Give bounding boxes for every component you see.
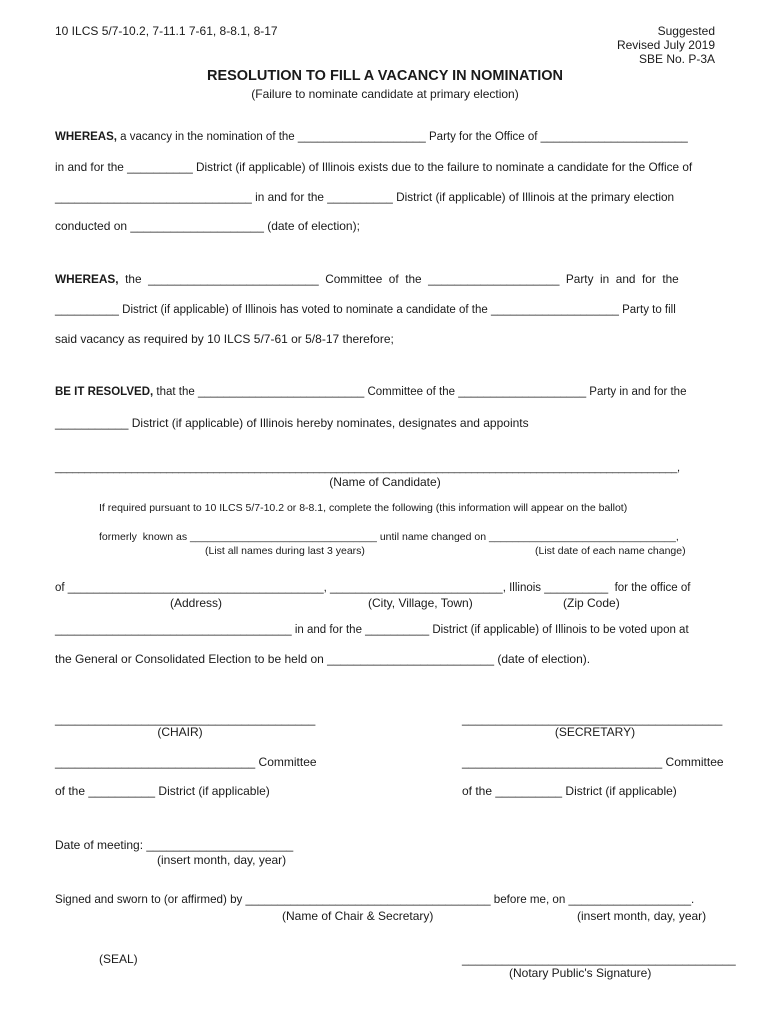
former-name-field[interactable]: formerly known as ________________________________ until name changed on ________________________________, [99,531,679,543]
resolved-line-1 [55,385,686,399]
form-number: SBE No. P-3A [638,52,715,66]
chair-committee-field[interactable]: ______________________________ Committee [55,755,317,769]
suggested-label: Suggested [657,24,715,38]
seal-label: (SEAL) [99,952,138,966]
secretary-district-field[interactable]: of the __________ District (if applicable) [462,784,677,798]
meeting-date-field[interactable]: Date of meeting: ______________________ [55,838,294,852]
address-label: (Address) [170,596,223,610]
secretary-signature-line[interactable]: _______________________________________ [462,712,723,726]
whereas-1-line-1 [55,130,688,144]
office-line-2: the General or Consolidated Election to be held on _________________________ (date of election). [55,652,591,666]
chair-label: (CHAIR) [157,725,203,739]
whereas-2-line-3: said vacancy as required by 10 ILCS 5/7-61 or 5/8-17 therefore; [55,332,394,346]
resolved-line-2: ___________ District (if applicable) of Illinois hereby nominates, designates and appoints [55,416,529,430]
secretary-committee-field[interactable]: ______________________________ Committee [462,755,724,769]
resolved-keyword: BE IT RESOLVED, [55,386,154,398]
whereas-2-text: the __________________________ Committee of the ____________________ Party in and for the [118,272,679,286]
chair-secretary-names-label: (Name of Chair & Secretary) [282,909,434,923]
former-names-label: (List all names during last 3 years) [205,545,365,557]
sworn-statement-field[interactable]: Signed and sworn to (or affirmed) by ______________________________________ before me, on ___________________. [55,893,695,906]
meeting-date-label: (insert month, day, year) [157,853,287,867]
former-name-instruction: If required pursuant to 10 ILCS 5/7-10.2 or 8-8.1, complete the following (this information will appear on the ballot) [99,502,628,514]
resolved-text: that the __________________________ Committee of the ____________________ Party in and for the [153,386,687,398]
form-subtitle: (Failure to nominate candidate at primary election) [251,87,519,101]
city-label: (City, Village, Town) [368,596,473,610]
whereas-1-line-4: conducted on ____________________ (date of election); [55,219,360,233]
candidate-name-label: (Name of Candidate) [329,475,441,489]
notary-signature-label: (Notary Public's Signature) [509,966,652,980]
statute-reference: 10 ILCS 5/7-10.2, 7-11.1 7-61, 8-8.1, 8-17 [55,24,278,38]
whereas-1-line-3: ______________________________ in and for the __________ District (if applicable) of Illinois at the primary election [55,190,675,204]
whereas-1-line-2: in and for the __________ District (if applicable) of Illinois exists due to the failure to nominate a candidate for the Office of [55,160,693,174]
chair-district-field[interactable]: of the __________ District (if applicable) [55,784,270,798]
whereas-1-text: a vacancy in the nomination of the ____________________ Party for the Office of _______________________ [116,131,688,143]
secretary-label: (SECRETARY) [554,725,636,739]
whereas-2-line-1 [55,272,679,286]
notary-signature-line[interactable]: _________________________________________ [462,952,736,966]
name-change-date-label: (List date of each name change) [535,545,686,557]
zip-code-label: (Zip Code) [563,596,620,610]
office-line-1: _____________________________________ in and for the __________ District (if applicable) of Illinois to be voted upon at [55,624,689,636]
chair-signature-line[interactable]: _______________________________________ [55,712,316,726]
address-field[interactable]: of ________________________________________, ___________________________, Illinois __________ for the office of [55,582,691,594]
form-title: RESOLUTION TO FILL A VACANCY IN NOMINATION [206,68,564,84]
candidate-name-field[interactable]: __________________________________________________________________________________________________________, [55,462,680,474]
whereas-keyword: WHEREAS, [55,272,119,286]
revised-date: Revised July 2019 [616,38,715,52]
whereas-2-line-2: __________ District (if applicable) of Illinois has voted to nominate a candidate of the ____________________ Party to fill [55,304,676,316]
whereas-keyword: WHEREAS, [55,131,117,143]
sworn-date-label: (insert month, day, year) [577,909,707,923]
